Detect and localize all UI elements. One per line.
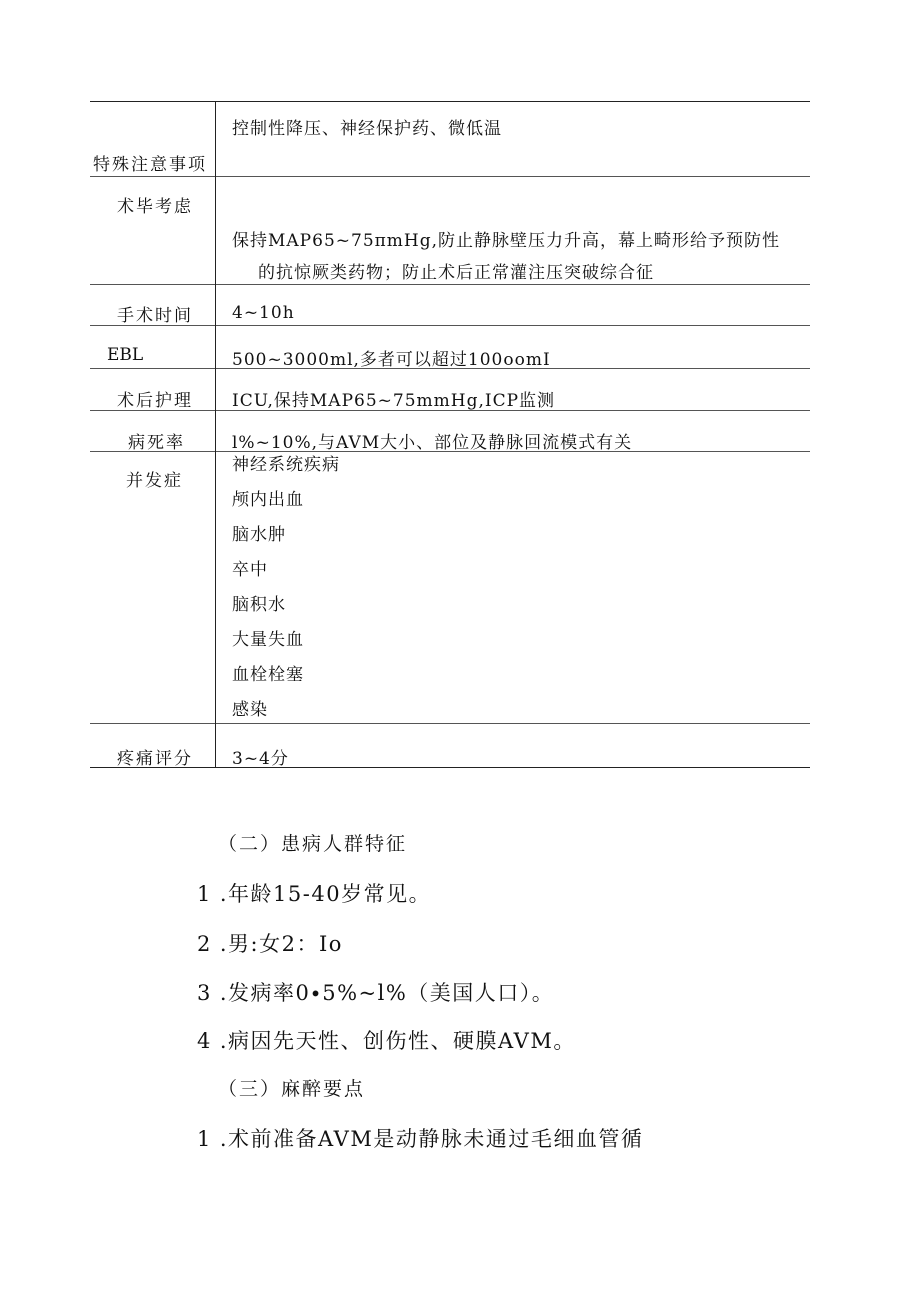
row-label-pain-score: 疼痛评分 [117,749,193,769]
numbered-item [197,878,431,908]
item-text: .年龄15-40岁常见。 [219,882,432,906]
row-divider [90,176,810,177]
row-label-surgery-time: 手术时间 [117,306,193,326]
row-label-post-op-considerations: 术毕考虑 [117,197,193,217]
column-divider [215,101,216,767]
row-divider [90,723,810,724]
list-item: 脑积水 [232,595,286,615]
row-divider [90,325,810,326]
item-text: .病因先天性、创伤性、硬膜AVM。 [219,1029,576,1053]
table-top-rule [90,101,810,102]
item-text: .发病率0∙5%~l%（美国人口）。 [219,981,555,1005]
row-label-post-op-care: 术后护理 [117,391,193,411]
row-label-ebl: EBL [107,345,144,365]
row-label-mortality: 病死率 [128,433,185,453]
section-heading-patient-population: （二）患病人群特征 [218,833,408,855]
list-item: 脑水肿 [232,525,286,545]
row-divider [90,284,810,285]
list-item: 感染 [232,700,268,720]
row-value-post-op-care: ICU,保持MAP65~75mmHg,ICP监测 [232,391,556,411]
complications-list [232,448,340,728]
row-value-line-2: 的抗惊厥类药物；防止术后正常灌注压突破综合征 [258,263,654,283]
item-text: .男:女2：Io [219,932,343,956]
item-number: 3 [197,981,212,1005]
item-number: 1 [197,882,212,906]
row-label-special-notes: 特殊注意事项 [93,155,207,175]
row-label-complications: 并发症 [126,471,183,491]
list-item: 卒中 [232,560,268,580]
list-item: 神经系统疾病 [232,455,340,475]
row-value-ebl: 500~3000ml,多者可以超过100oomI [232,350,551,370]
numbered-item [197,928,343,958]
row-value-surgery-time: 4~10h [232,303,295,323]
numbered-item [197,977,554,1007]
list-item: 大量失血 [232,630,304,650]
row-value-special-notes: 控制性降压、神经保护药、微低温 [232,119,502,139]
row-value-mortality: l%~10%,与AVM大小、部位及静脉回流模式有关 [232,433,633,453]
item-text: .术前准备AVM是动静脉未通过毛细血管循 [219,1127,644,1151]
row-value-pain-score: 3~4分 [232,749,289,769]
table-bottom-rule [90,767,810,768]
list-item: 血栓栓塞 [232,665,304,685]
numbered-item [197,1025,576,1055]
item-number: 1 [197,1127,212,1151]
item-number: 2 [197,932,212,956]
row-value-line-1: 保持MAP65~75πmHg,防止静脉壁压力升高，幕上畸形给予预防性 [232,231,781,251]
list-item: 颅内出血 [232,490,304,510]
section-heading-anesthesia-points: （三）麻醉要点 [218,1078,366,1100]
item-number: 4 [197,1029,212,1053]
numbered-item [197,1123,643,1153]
